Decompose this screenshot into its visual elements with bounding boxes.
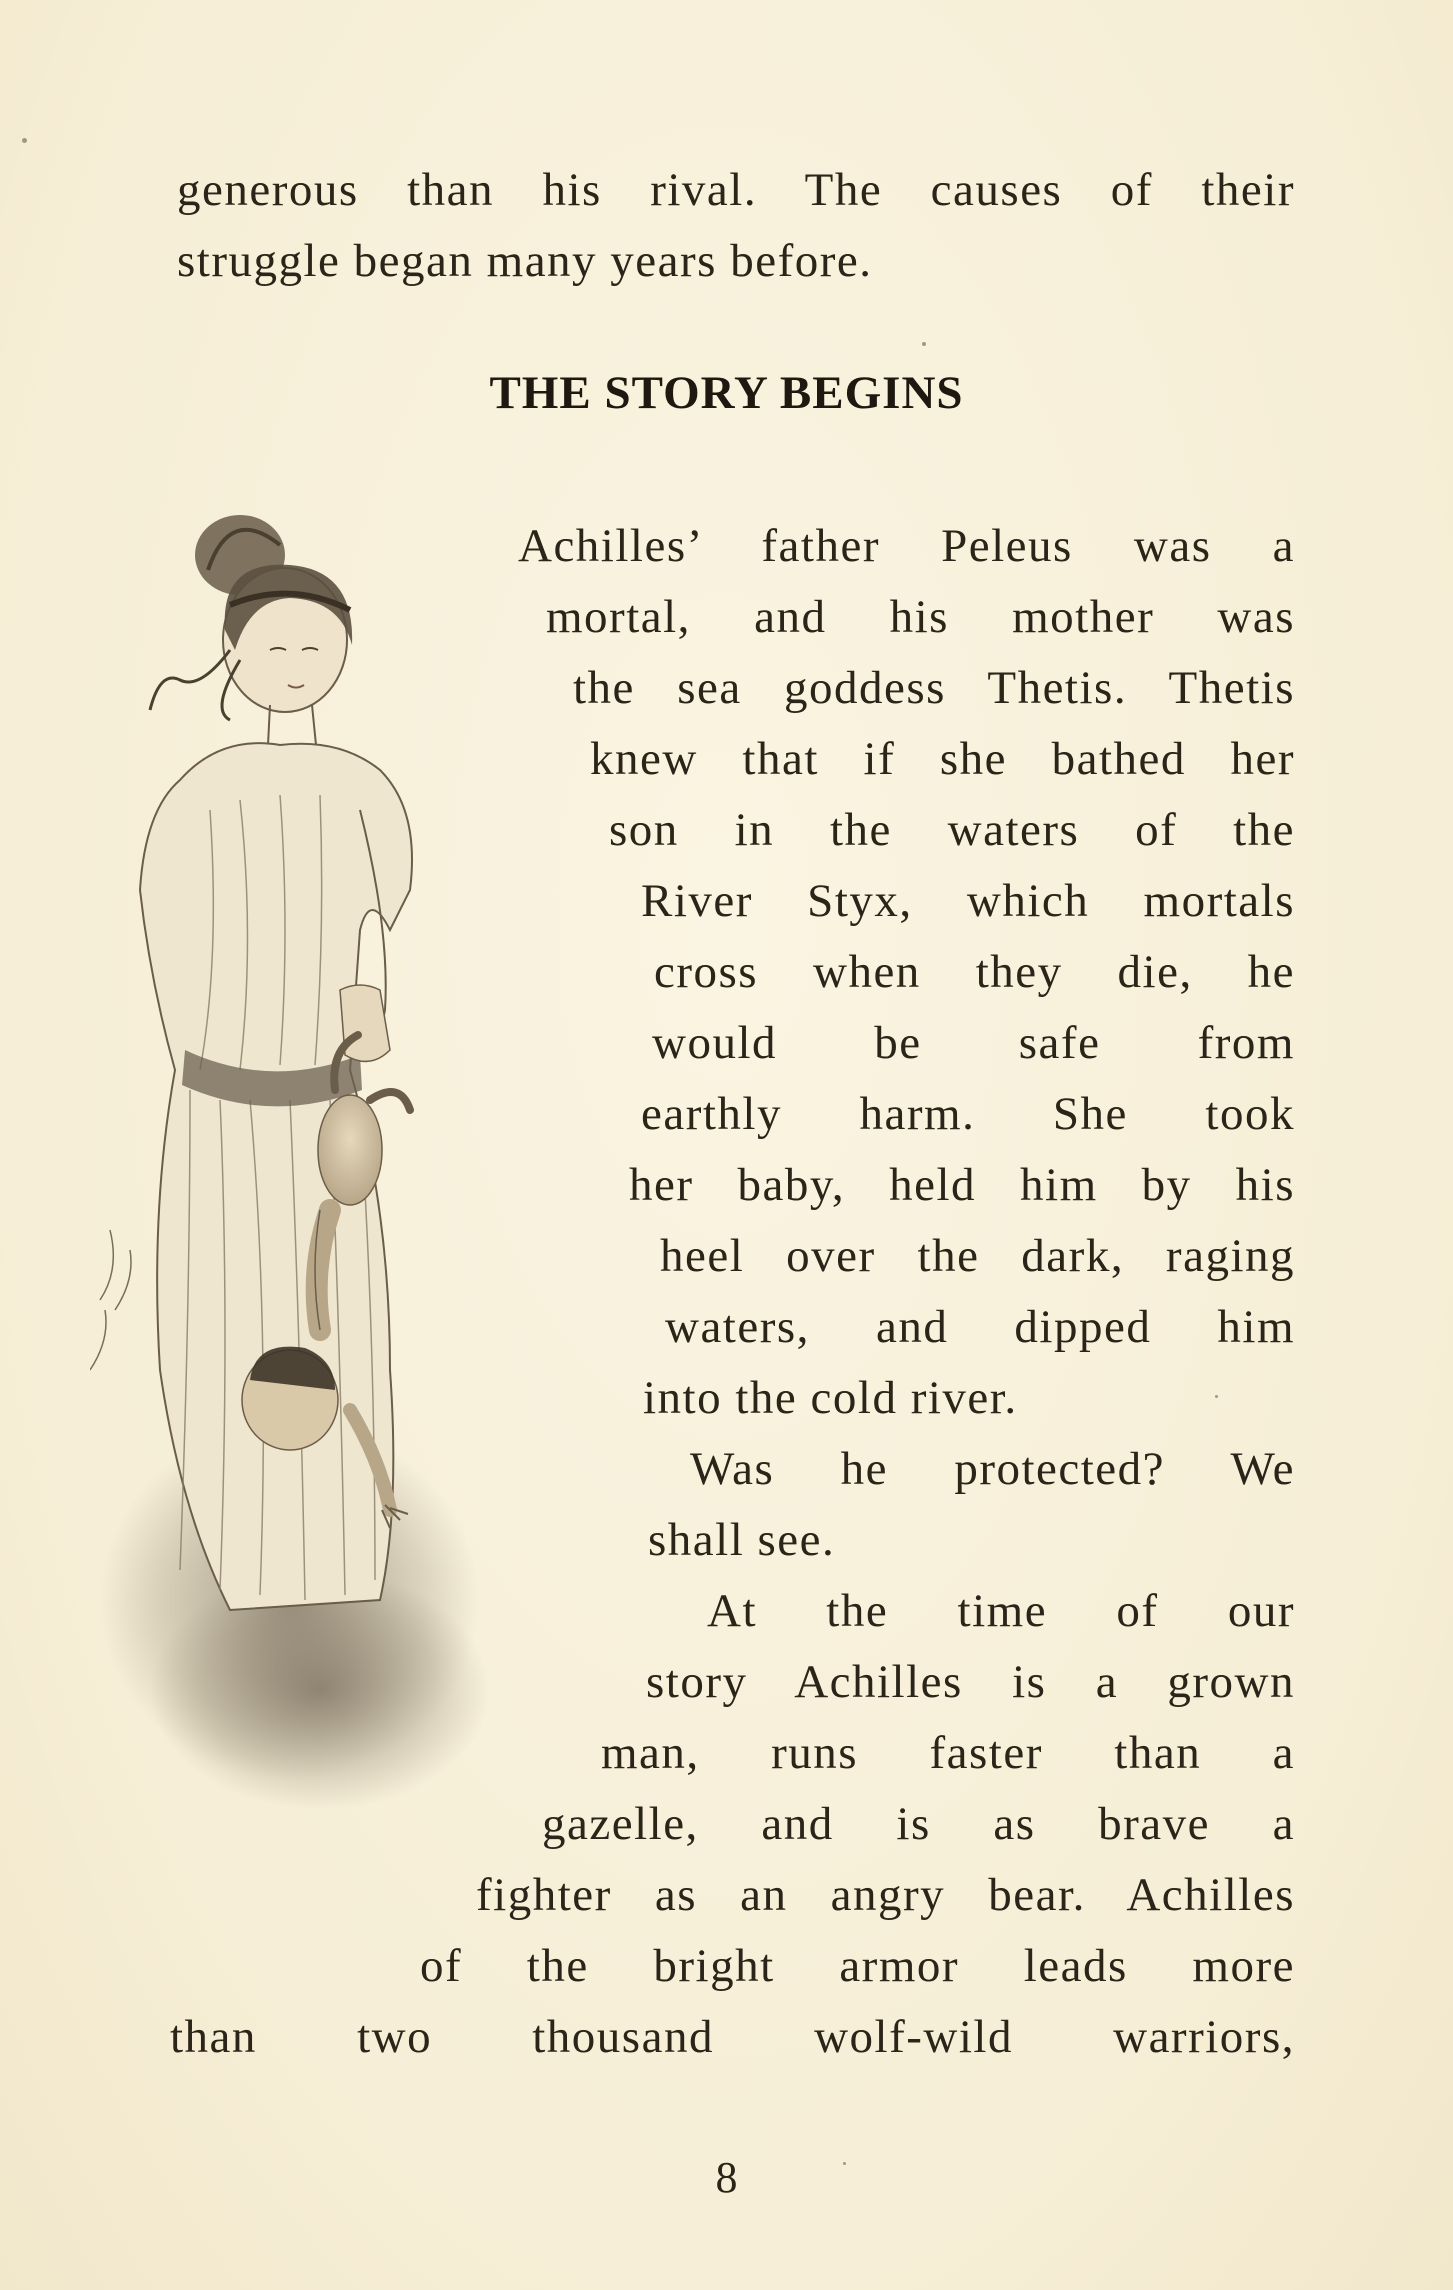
body-line: would be safe from (652, 1017, 1295, 1069)
intro-line: struggle began many years before. (177, 235, 873, 287)
body-line: the sea goddess Thetis. Thetis (573, 662, 1295, 714)
body-line: fighter as an angry bear. Achilles (476, 1869, 1295, 1921)
body-line: her baby, held him by his (629, 1159, 1295, 1211)
body-line: shall see. (648, 1514, 836, 1566)
body-line: mortal, and his mother was (546, 591, 1295, 643)
section-heading: THE STORY BEGINS (489, 367, 964, 419)
body-line: gazelle, and is as brave a (542, 1798, 1295, 1850)
body-line: earthly harm. She took (641, 1088, 1295, 1140)
body-line: of the bright armor leads more (420, 1940, 1295, 1992)
body-line: knew that if she bathed her (590, 733, 1295, 785)
thetis-dipping-achilles-illustration (90, 510, 560, 1900)
paper-speck (922, 342, 926, 346)
body-line: At the time of our (707, 1585, 1295, 1637)
body-line: man, runs faster than a (601, 1727, 1295, 1779)
page-number: 8 (715, 2153, 738, 2202)
body-line: waters, and dipped him (665, 1301, 1295, 1353)
body-line: into the cold river. (643, 1372, 1018, 1424)
body-line: cross when they die, he (654, 946, 1295, 998)
body-line: than two thousand wolf-wild warriors, (170, 2011, 1295, 2063)
intro-line: generous than his rival. The causes of their (177, 164, 1295, 216)
body-line: story Achilles is a grown (646, 1656, 1295, 1708)
body-line: Was he protected? We (690, 1443, 1295, 1495)
body-line: son in the waters of the (609, 804, 1295, 856)
body-line: River Styx, which mortals (641, 875, 1295, 927)
body-line: Achilles’ father Peleus was a (518, 520, 1295, 572)
paper-speck (843, 2162, 846, 2165)
paper-speck (22, 138, 27, 143)
body-line: heel over the dark, raging (660, 1230, 1295, 1282)
paper-speck (1215, 1395, 1218, 1398)
